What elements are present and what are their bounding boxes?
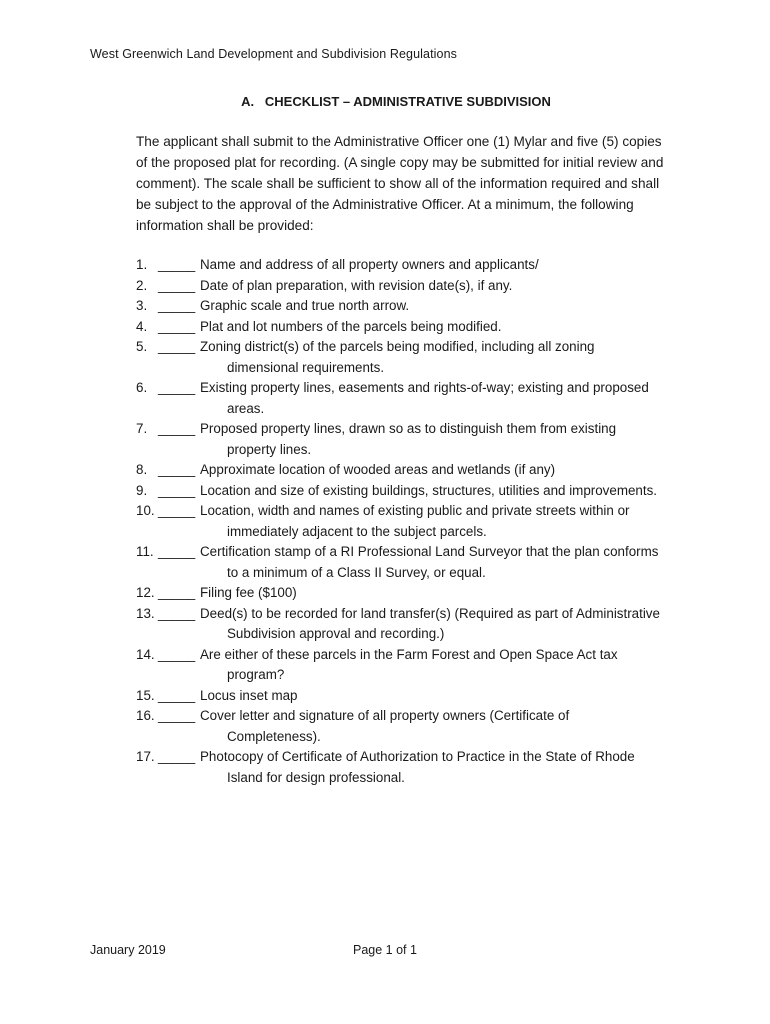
checklist-item-number: 6. [136,380,148,395]
checklist-item-number: 9. [136,482,148,498]
checklist-item-text: Photocopy of Certificate of Authorization to Practice in the State of Rhode [200,749,635,764]
checklist-item-number: 8. [136,462,148,477]
checklist-item-continuation: Subdivision approval and recording.) [227,626,445,641]
checklist [136,255,696,788]
checklist-item-text: Location and size of existing buildings, structures, utilities and improvements. [200,482,658,498]
checklist-blank-line: _____ [158,708,196,723]
checklist-blank-line: _____ [158,544,196,559]
checklist-item-continuation: Island for design professional. [227,769,405,785]
checklist-item [136,378,696,419]
checklist-item-number: 11. [136,544,154,559]
checklist-blank-line: _____ [158,298,196,313]
checklist-item-text: Plat and lot numbers of the parcels being modified. [200,318,502,334]
section-title [0,94,770,109]
checklist-item-number: 10. [136,503,155,518]
checklist-item-text: Locus inset map [200,687,298,703]
checklist-item-text: Approximate location of wooded areas and wetlands (if any) [200,462,556,477]
checklist-item [136,686,696,707]
checklist-blank-line: _____ [158,503,196,518]
checklist-item-text: Zoning district(s) of the parcels being modified, including all zoning [200,339,595,354]
checklist-item-continuation: areas. [227,400,265,416]
checklist-item-text: Certification stamp of a RI Professional Land Surveyor that the plan conforms [200,544,659,559]
checklist-item-text: Date of plan preparation, with revision date(s), if any. [200,277,513,293]
checklist-blank-line: _____ [158,646,196,662]
checklist-item-text: Location, width and names of existing public and private streets within or [200,503,630,518]
checklist-item-text: Deed(s) to be recorded for land transfer(s) (Required as part of Administrative [200,605,660,621]
checklist-item-continuation: Completeness). [227,728,321,744]
checklist-item-continuation: dimensional requirements. [227,359,385,375]
checklist-item-text: Are either of these parcels in the Farm Forest and Open Space Act tax [200,646,618,662]
checklist-blank-line: _____ [158,462,196,477]
checklist-item-text: Cover letter and signature of all property owners (Certificate of [200,708,570,723]
checklist-item-number: 16. [136,708,155,723]
checklist-item-text: Existing property lines, easements and rights-of-way; existing and proposed [200,380,649,395]
checklist-item [136,583,696,604]
checklist-item-number: 5. [136,339,148,354]
checklist-item-continuation: immediately adjacent to the subject parcels. [227,523,487,539]
checklist-item-text: Filing fee ($100) [200,585,297,600]
checklist-item [136,317,696,338]
checklist-blank-line: _____ [158,605,196,621]
checklist-item-number: 12. [136,585,155,600]
footer-date: January 2019 [90,943,166,957]
checklist-item [136,747,696,788]
checklist-item-number: 17. [136,749,155,764]
checklist-item [136,706,696,747]
footer-page-number: Page 1 of 1 [353,943,417,957]
checklist-item [136,337,696,378]
checklist-item-number: 15. [136,687,155,703]
checklist-item-continuation: property lines. [227,441,312,457]
checklist-item-number: 13. [136,605,155,621]
checklist-item-number: 2. [136,277,148,293]
checklist-item-number: 1. [136,257,148,272]
checklist-item [136,419,696,460]
intro-paragraph: The applicant shall submit to the Administrative Officer one (1) Mylar and five (5) copies of the proposed plat for recording. (A single copy may be submitted for initial review and comment). The scale shall be sufficient to show all of the information required and shall be subject to the approval of the Administrative Officer. At a minimum, the following information shall be provided: [136,134,664,233]
checklist-blank-line: _____ [158,277,196,293]
checklist-item [136,255,696,276]
checklist-item [136,481,696,502]
checklist-item-continuation: program? [227,667,285,682]
checklist-item [136,296,696,317]
checklist-blank-line: _____ [158,421,196,436]
checklist-item-number: 14. [136,646,155,662]
checklist-item [136,276,696,297]
checklist-blank-line: _____ [158,380,196,395]
checklist-item-number: 7. [136,421,148,436]
checklist-item [136,501,696,542]
checklist-item-text: Name and address of all property owners and applicants/ [200,257,539,272]
running-header: West Greenwich Land Development and Subdivision Regulations [90,47,457,61]
checklist-blank-line: _____ [158,585,196,600]
section-title-text: A. CHECKLIST – ADMINISTRATIVE SUBDIVISION [241,94,551,109]
checklist-blank-line: _____ [158,318,196,334]
checklist-item-continuation: to a minimum of a Class II Survey, or equal. [227,564,486,580]
checklist-item [136,604,696,645]
checklist-item [136,645,696,686]
checklist-blank-line: _____ [158,749,196,764]
checklist-item-number: 4. [136,318,148,334]
checklist-item [136,542,696,583]
checklist-item-number: 3. [136,298,148,313]
checklist-blank-line: _____ [158,687,196,703]
checklist-blank-line: _____ [158,257,196,272]
checklist-blank-line: _____ [158,339,196,354]
checklist-item [136,460,696,481]
checklist-item-text: Graphic scale and true north arrow. [200,298,410,313]
checklist-item-text: Proposed property lines, drawn so as to distinguish them from existing [200,421,617,436]
checklist-blank-line: _____ [158,482,196,498]
